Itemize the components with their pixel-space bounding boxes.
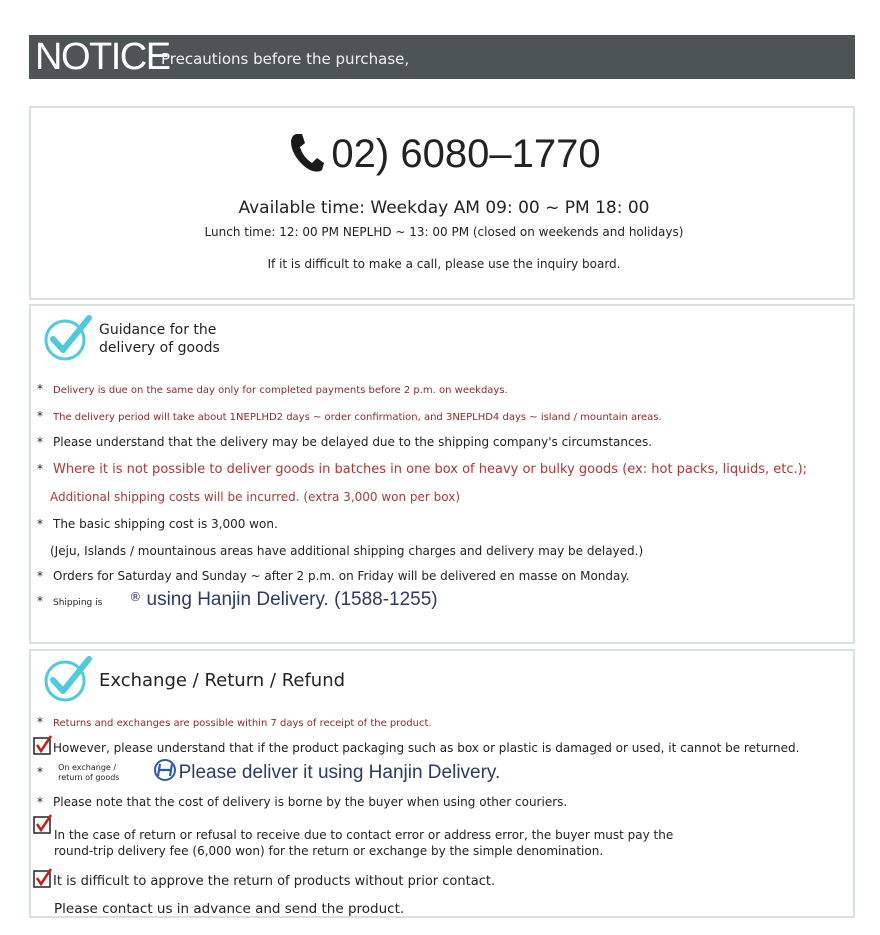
exchange-section-title: Exchange / Return / Refund	[99, 670, 346, 691]
list-item: * The basic shipping cost is 3,000 won.	[37, 517, 278, 531]
list-item: However, please understand that if the product packaging such as box or plastic is damaged or used, it cannot be returned.	[33, 735, 799, 756]
list-item-continuation: (Jeju, Islands / mountainous areas have additional shipping charges and delivery may be delayed.)	[50, 544, 644, 558]
delivery-section-title: Guidance for the delivery of goods	[99, 322, 220, 356]
phone-number[interactable]: 02) 6080–1770	[331, 132, 601, 176]
list-item-continuation: Additional shipping costs will be incurred. (extra 3,000 won per box)	[50, 490, 461, 504]
red-checkbox-icon	[33, 868, 53, 886]
lunch-time: Lunch time: 12: 00 PM NEPLHD ~ 13: 00 PM (closed on weekends and holidays)	[204, 225, 684, 239]
delivery-guidance-box	[29, 304, 855, 644]
check-circle-icon	[43, 314, 95, 366]
check-circle-icon	[43, 655, 95, 707]
available-time: Available time: Weekday AM 09: 00 ~ PM 18: 00	[238, 198, 650, 218]
list-item-hanjin: * On exchange / return of goods Please deliver it using Hanjin Delivery.	[37, 759, 500, 785]
phone-number-line	[31, 128, 857, 186]
list-item: It is difficult to approve the return of products without prior contact.	[33, 868, 495, 889]
list-item: * Please note that the cost of delivery is borne by the buyer when using other couriers.	[37, 795, 568, 809]
list-item: * Returns and exchanges are possible within 7 days of receipt of the product.	[37, 715, 432, 729]
list-item: * The delivery period will take about 1NEPLHD2 days ~ order confirmation, and 3NEPLHD4 days ~ island / mountain areas.	[37, 409, 662, 423]
phone-icon	[287, 131, 325, 186]
on-exchange-label: On exchange / return of goods	[58, 763, 120, 782]
list-item: * Delivery is due on the same day only for completed payments before 2 p.m. on weekdays.	[37, 382, 508, 396]
list-item	[33, 814, 53, 835]
hanjin-delivery-text: Please deliver it using Hanjin Delivery.	[178, 762, 501, 783]
notice-subtitle: Precautions before the purchase,	[161, 50, 410, 68]
list-item: * Please understand that the delivery may be delayed due to the shipping company's circumstances.	[37, 435, 653, 449]
exchange-return-box	[29, 649, 855, 918]
notice-title: NOTICE	[35, 36, 170, 78]
list-item-continuation: Please contact us in advance and send the product.	[54, 901, 405, 917]
red-checkbox-icon	[33, 814, 53, 832]
list-item: * Orders for Saturday and Sunday ~ after 2 p.m. on Friday will be delivered en masse on Monday.	[37, 569, 630, 583]
list-item: * Where it is not possible to deliver goods in batches in one box of heavy or bulky goods (ex: hot packs, liquids, etc.);	[37, 462, 808, 477]
call-note: If it is difficult to make a call, please use the inquiry board.	[267, 257, 621, 271]
list-item-shipping: * Shipping is ® using Hanjin Delivery. (1588-1255)	[37, 589, 438, 610]
hanjin-delivery-text: using Hanjin Delivery. (1588-1255)	[146, 589, 438, 610]
list-item: In the case of return or refusal to receive due to contact error or address error, the buyer must pay the	[54, 828, 674, 842]
red-checkbox-icon	[33, 735, 53, 753]
notice-header-bar	[29, 35, 855, 79]
contact-box	[29, 106, 855, 300]
hanjin-logo-icon	[153, 759, 179, 785]
registered-mark: ®	[129, 590, 142, 604]
list-item-continuation: round-trip delivery fee (6,000 won) for the return or exchange by the simple denomination.	[54, 844, 604, 858]
